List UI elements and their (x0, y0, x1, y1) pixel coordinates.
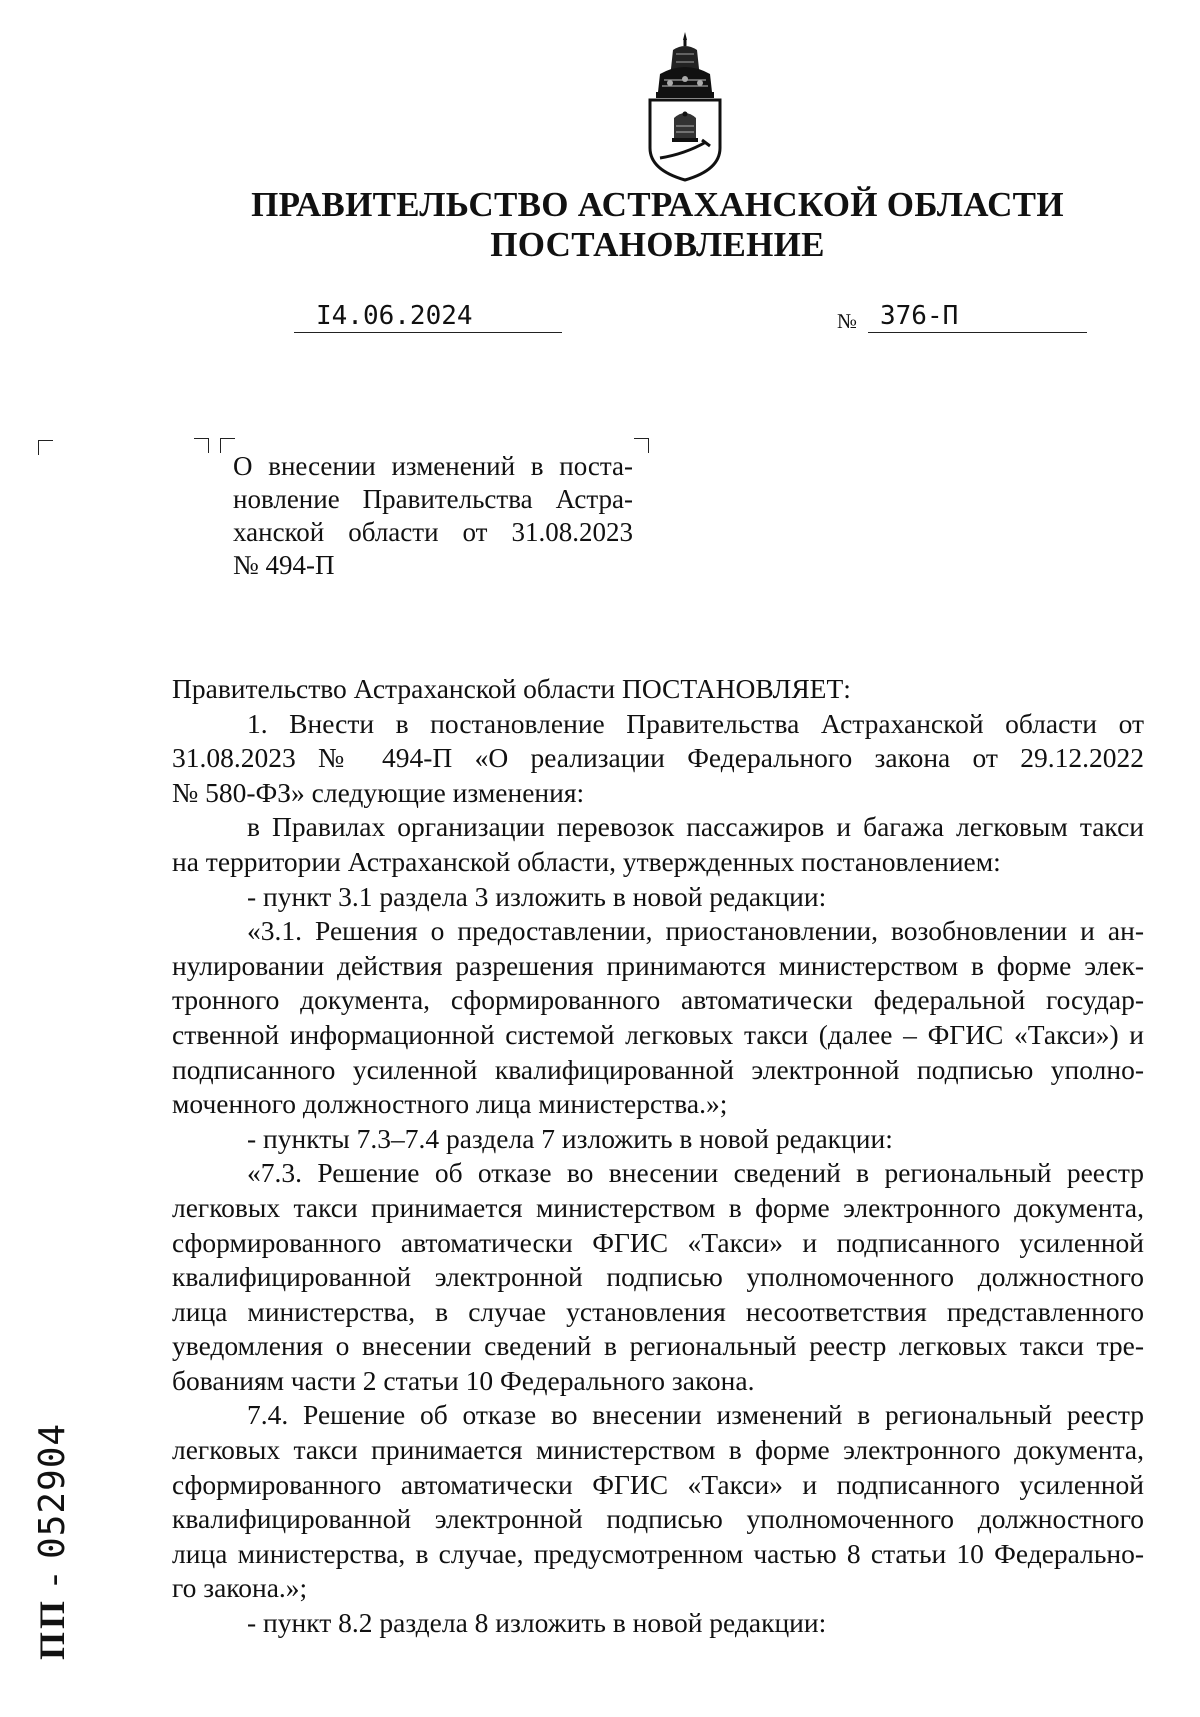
document-number: 376-П (880, 301, 959, 331)
body-line: тронного документа, сформированного автоматически федеральной государ- (172, 984, 1144, 1016)
body-line: лица министерства, в случае установления несоответствия представленного (172, 1295, 1144, 1327)
serial-number: 052904 (32, 1422, 73, 1559)
body-line: в Правилах организации перевозок пассажиров и багажа легковым такси (247, 811, 1144, 843)
body-line: «7.3. Решение об отказе во внесении сведений в региональный реестр (247, 1157, 1144, 1189)
number-label: № (837, 309, 858, 333)
body-line: 1. Внести в постановление Правительства Астраханской области от (247, 707, 1144, 739)
document-date: I4.06.2024 (316, 301, 473, 331)
body-line: сформированного автоматически ФГИС «Такси» и подписанного усиленной (172, 1468, 1144, 1500)
doc-type-title: ПОСТАНОВЛЕНИЕ (490, 225, 825, 264)
body-line: подписанного усиленной квалифицированной электронной подписью уполно- (172, 1053, 1144, 1085)
body-line: уведомления о внесении сведений в региональный реестр легковых такси тре- (172, 1330, 1144, 1362)
serial-prefix: ПП (32, 1597, 72, 1660)
body-line: - пункт 3.1 раздела 3 изложить в новой редакции: (247, 880, 827, 912)
body-line: сформированного автоматически ФГИС «Такси» и подписанного усиленной (172, 1226, 1144, 1258)
body-line: нулировании действия разрешения принимаются министерством в форме элек- (172, 949, 1144, 981)
body-line: № 580-ФЗ» следующие изменения: (172, 776, 585, 808)
body-line: лица министерства, в случае, предусмотренном частью 8 статьи 10 Федерально- (172, 1537, 1144, 1569)
subject-line: № 494-П (233, 550, 335, 580)
date-field (294, 300, 562, 333)
body-line: 31.08.2023 № 494-П «О реализации Федерального закона от 29.12.2022 (172, 742, 1144, 774)
body-line: бованиям части 2 статьи 10 Федерального закона. (172, 1364, 755, 1396)
body-line: 7.4. Решение об отказе во внесении изменений в региональный реестр (247, 1399, 1144, 1431)
document-body (172, 672, 1144, 1641)
margin-corner-mark (38, 440, 53, 455)
coat-of-arms-emblem (640, 30, 730, 182)
body-line: легковых такси принимается министерством в форме электронного документа, (172, 1434, 1144, 1466)
body-line: «3.1. Решения о предоставлении, приостановлении, возобновлении и ан- (247, 915, 1144, 947)
body-line: ственной информационной системой легковых такси (далее – ФГИС «Такси») и (172, 1018, 1144, 1050)
subject-block (233, 450, 633, 582)
subject-line: О внесении изменений в поста- (233, 451, 633, 481)
body-line: моченного должностного лица министерства.»; (172, 1088, 728, 1120)
body-line: квалифицированной электронной подписью уполномоченного должностного (172, 1261, 1144, 1293)
subject-bracket-left-a (194, 438, 209, 453)
body-line: Правительство Астраханской области ПОСТАНОВЛЯЕТ: (172, 673, 851, 704)
body-line: на территории Астраханской области, утвержденных постановлением: (172, 845, 1001, 877)
body-line: го закона.»; (172, 1572, 308, 1604)
body-line: легковых такси принимается министерством в форме электронного документа, (172, 1191, 1144, 1223)
body-line: - пункты 7.3–7.4 раздела 7 изложить в новой редакции: (247, 1122, 893, 1154)
number-field (868, 300, 1087, 333)
subject-line: ханской области от 31.08.2023 (233, 517, 633, 547)
body-line: - пункт 8.2 раздела 8 изложить в новой редакции: (247, 1607, 827, 1639)
org-title: ПРАВИТЕЛЬСТВО АСТРАХАНСКОЙ ОБЛАСТИ (251, 185, 1064, 224)
side-serial-code (22, 1400, 82, 1660)
body-line: квалифицированной электронной подписью уполномоченного должностного (172, 1503, 1144, 1535)
serial-dash: - (32, 1558, 72, 1598)
subject-bracket-right (634, 438, 649, 453)
subject-line: новление Правительства Астра- (233, 484, 633, 514)
